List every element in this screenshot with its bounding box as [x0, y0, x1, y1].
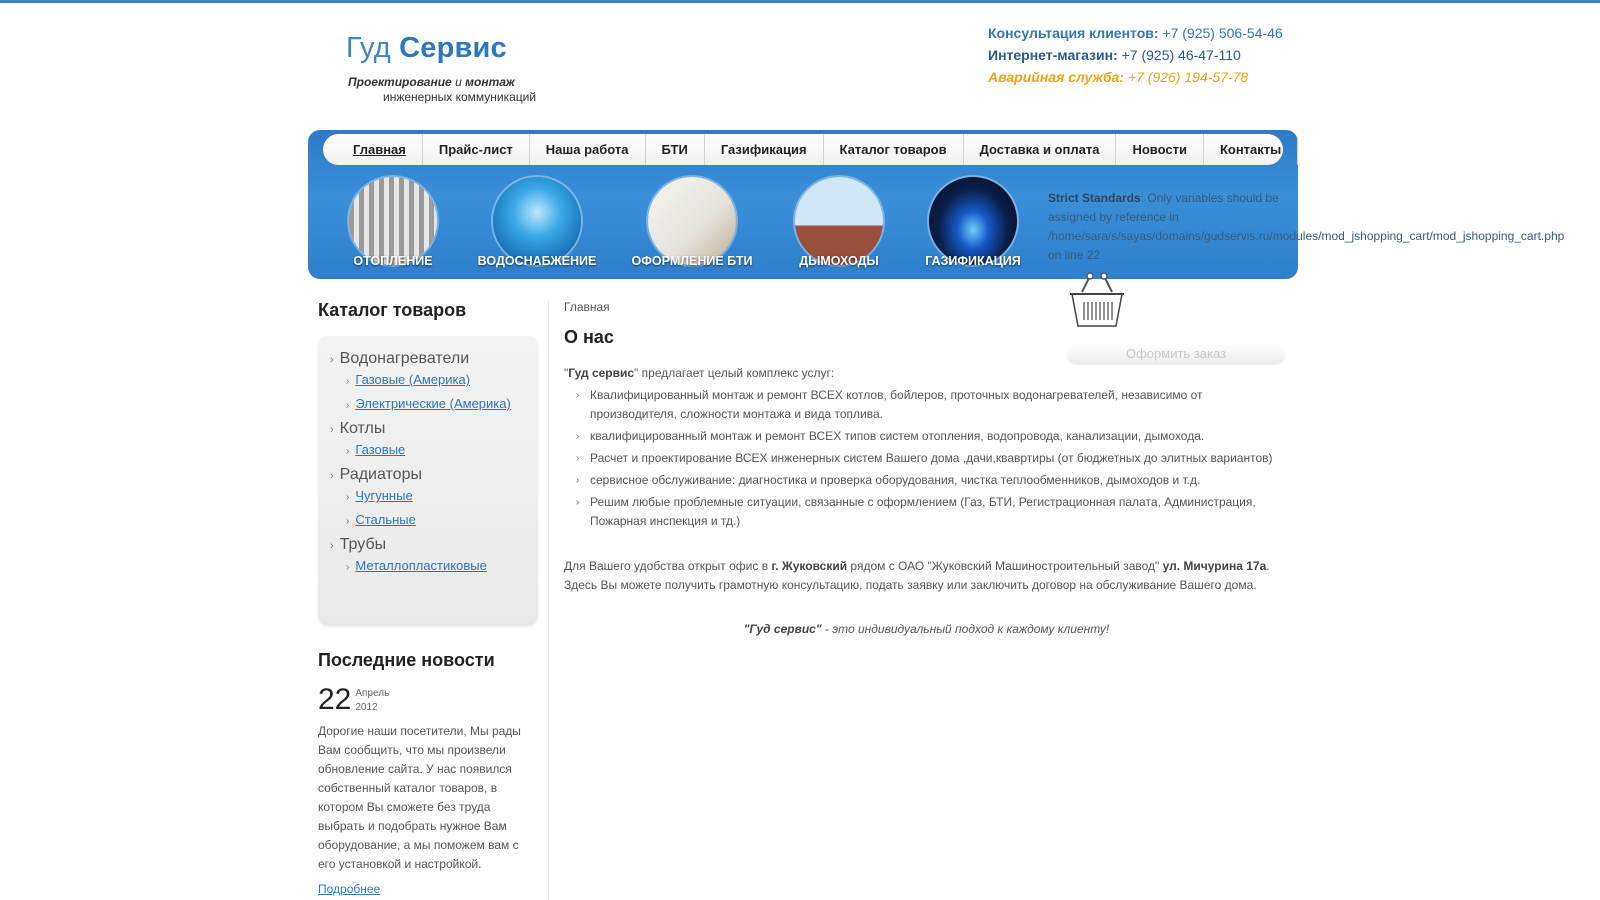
banner-chimneys[interactable]: ДЫМОХОДЫ [759, 177, 919, 265]
banner-gasification[interactable]: ГАЗИФИКАЦИЯ [893, 177, 1053, 265]
chevron-right-icon: › [346, 492, 350, 503]
banner-heating[interactable]: ОТОПЛЕНИЕ [313, 177, 473, 265]
document-signing-icon [648, 177, 736, 265]
catalog-item [346, 372, 538, 387]
column-divider [548, 300, 549, 900]
office-info: Для Вашего удобства открыт офис в г. Жуковский рядом с ОАО "Жуковский Машиностроительный завод" ул. Мичурина 17а. Здесь Вы можете получить грамотную консультацию, подать заявку или заключить договор на обслуживание Вашего дома. [564, 559, 1270, 592]
nav-home[interactable]: Главная [337, 134, 423, 165]
nav-price-list[interactable]: Прайс-лист [423, 134, 530, 165]
news-text: Дорогие наши посетители, Мы рады Вам сообщить, что мы произвели обновление сайта. У нас появился собственный каталог товаров, в котором Вы сможете без труда выбрать и подобрать нужное Вам оборудование, а мы поможем вам с его установкой и настройкой. [318, 724, 521, 871]
intro-text: "Гуд сервис" предлагает целый комплекс услуг: [564, 366, 835, 380]
catalog-box [318, 336, 538, 626]
news-heading: Последние новости [318, 650, 495, 670]
contact-consultation: Консультация клиентов: +7 (925) 506-54-46 [988, 25, 1283, 41]
chevron-right-icon: › [576, 497, 580, 508]
chevron-right-icon: › [346, 446, 350, 457]
water-drop-icon [493, 177, 581, 265]
nav-delivery[interactable]: Доставка и оплата [964, 134, 1117, 165]
catalog-link-gas-america[interactable]: Газовые (Америка) [355, 372, 471, 387]
catalog-item [346, 488, 538, 503]
chimney-icon [795, 177, 883, 265]
nav-our-work[interactable]: Наша работа [530, 134, 646, 165]
chevron-right-icon: › [330, 470, 334, 482]
chevron-right-icon: › [330, 424, 334, 436]
chevron-right-icon: › [330, 540, 334, 552]
list-item: › Решим любые проблемные ситуации, связанные с оформлением (Газ, БТИ, Регистрационная палата, Администрация, Пожарная инспекция и тд.) [576, 495, 1256, 528]
catalog-item [346, 442, 538, 457]
breadcrumb[interactable]: Главная [564, 300, 610, 314]
news-date: 22 Апрель 2012 [318, 683, 390, 716]
catalog-link-metal-plastic[interactable]: Металлопластиковые [355, 558, 487, 573]
checkout-button[interactable]: Оформить заказ [1066, 343, 1286, 365]
chevron-right-icon: › [346, 562, 350, 573]
chevron-right-icon: › [330, 354, 334, 366]
logo-title: Гуд Сервис [346, 32, 507, 64]
left-sidebar [318, 300, 540, 896]
banner-water-supply[interactable]: ВОДОСНАБЖЕНИЕ [457, 177, 617, 265]
chevron-right-icon: › [346, 516, 350, 527]
php-error-message: Strict Standards: Only variables should be assigned by reference in /home/sara/s/sayas/domains/gudservis.ru/modules/mod_jshopping_cart/mod_jshopping_cart.php on line 22 [1048, 191, 1565, 262]
nav-contacts[interactable]: Контакты [1204, 134, 1298, 165]
nav-catalog[interactable]: Каталог товаров [824, 134, 964, 165]
chevron-right-icon: › [576, 453, 580, 464]
banner-bti[interactable]: ОФОРМЛЕНИЕ БТИ [612, 177, 772, 265]
top-accent-line [0, 0, 1600, 3]
chevron-right-icon: › [346, 400, 350, 411]
list-item: › Квалифицированный монтаж и ремонт ВСЕХ котлов, бойлеров, проточных водонагревателей, независимо от производителя, сложности монтажа и вида топлива. [576, 388, 1203, 421]
logo-tagline-line2: инженерных коммуникаций [383, 90, 537, 104]
gas-flame-icon [929, 177, 1017, 265]
list-item: › квалифицированный монтаж и ремонт ВСЕХ типов систем отопления, водопровода, канализации, дымохода. [576, 427, 1281, 446]
nav-bti[interactable]: БТИ [646, 134, 705, 165]
chevron-right-icon: › [576, 390, 580, 401]
catalog-link-cast-iron[interactable]: Чугунные [355, 488, 413, 503]
main-nav [323, 134, 1283, 165]
catalog-group-boilers[interactable]: › Котлы › Газовые [330, 420, 538, 457]
radiator-icon [349, 177, 437, 265]
news-more-link[interactable]: Подробнее [318, 882, 381, 896]
catalog-group-pipes[interactable]: › Трубы › Металлопластиковые [330, 536, 538, 573]
nav-gasification[interactable]: Газификация [705, 134, 824, 165]
page-title: О нас [564, 327, 614, 347]
slogan: "Гуд сервис" - это индивидуальный подход к каждому клиенту! [743, 622, 1110, 636]
chevron-right-icon: › [576, 475, 580, 486]
catalog-item [346, 558, 538, 573]
logo-tagline: Проектирование и монтаж [348, 75, 515, 89]
chevron-right-icon: › [346, 376, 350, 387]
catalog-item [346, 512, 538, 527]
services-list [576, 386, 1281, 534]
catalog-group-water-heaters[interactable]: › Водонагреватели › Газовые (Америка) › Электрические (Америка) [330, 350, 538, 411]
chevron-right-icon: › [576, 431, 580, 442]
contact-emergency: Аварийная служба: +7 (926) 194-57-78 [988, 69, 1249, 85]
list-item: › сервисное обслуживание: диагностика и проверка оборудования, чистка теплообменников, дымоходов и т.д. [576, 471, 1281, 490]
site-logo[interactable] [346, 32, 537, 104]
list-item: › Расчет и проектирование ВСЕХ инженерных систем Вашего дома ,дачи,квавртиры (от бюджетных до элитных вариантов) [576, 449, 1281, 468]
catalog-link-steel[interactable]: Стальные [355, 512, 416, 527]
catalog-link-electric-america[interactable]: Электрические (Америка) [355, 396, 511, 411]
header-contacts [988, 22, 1283, 88]
nav-news[interactable]: Новости [1116, 134, 1204, 165]
catalog-group-radiators[interactable]: › Радиаторы › Чугунные › Стальные [330, 466, 538, 527]
catalog-item [346, 396, 538, 411]
contact-shop: Интернет-магазин: +7 (925) 46-47-110 [988, 47, 1241, 63]
catalog-link-gas-boilers[interactable]: Газовые [355, 442, 406, 457]
catalog-heading: Каталог товаров [318, 300, 467, 320]
